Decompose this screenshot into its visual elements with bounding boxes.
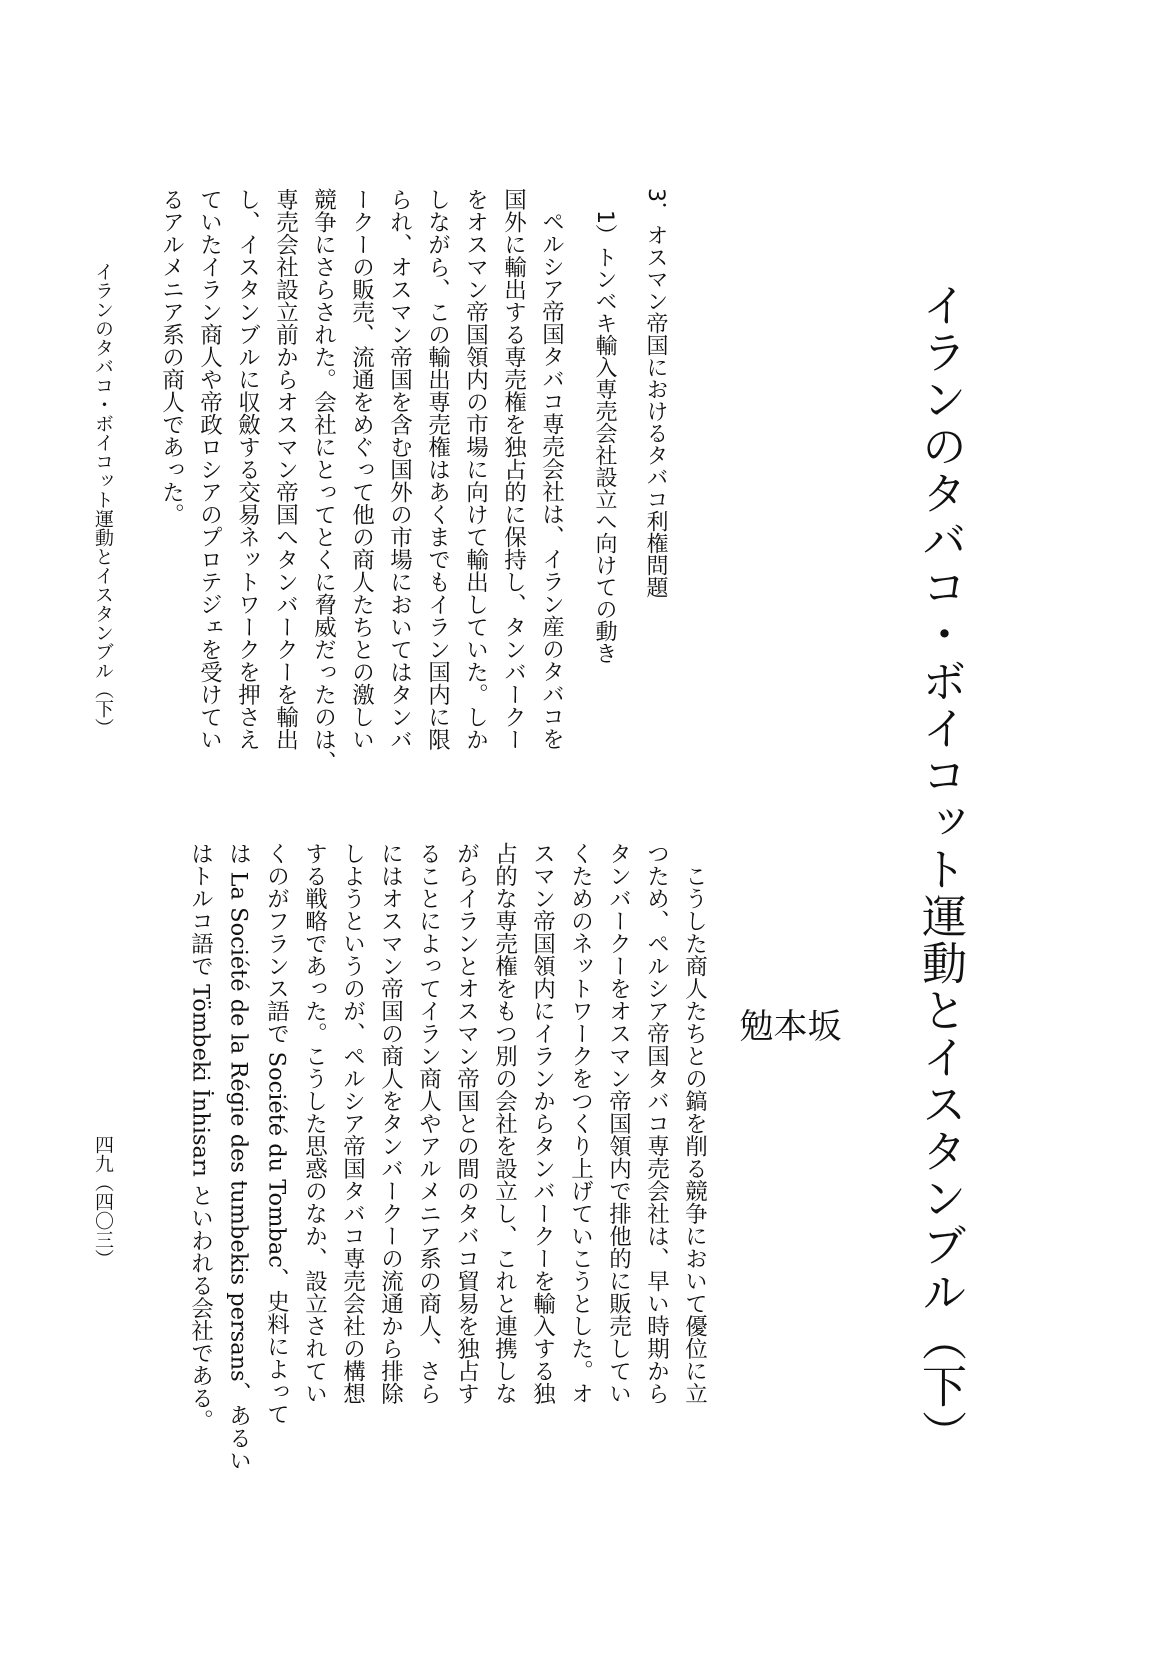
running-title: イランのタバコ・ボイコット運動とイスタンブル（下） bbox=[92, 262, 114, 737]
author-name bbox=[733, 1008, 841, 1308]
lower-line-6: 占的な専売権をもつ別の会社を設立し、これと連携しな bbox=[491, 842, 518, 1405]
lower-line-14: はトルコ語で Tömbeki İnhisarı といわれる会社である。 bbox=[187, 842, 214, 1432]
lower-line-12: くのがフランス語で Société du Tombac、史料によって bbox=[263, 842, 290, 1426]
upper-line-6: ークーの販売、流通をめぐって他の商人たちとの激しい bbox=[348, 188, 375, 751]
upper-line-4: しながら、この輸出専売権はあくまでもイラン国内に限 bbox=[424, 188, 451, 751]
upper-line-2: 国外に輸出する専売権を独占的に保持し、タンバークー bbox=[500, 188, 527, 751]
lower-line-7: がらイランとオスマン帝国との間のタバコ貿易を独占す bbox=[453, 842, 480, 1405]
lower-line-4: くためのネットワークをつくり上げていこうとした。オ bbox=[567, 842, 594, 1405]
lower-line-3: タンバークーをオスマン帝国領内で排他的に販売してい bbox=[605, 842, 632, 1405]
lower-line-13: は La Société de la Régie des tumbekis persans、あるい bbox=[225, 842, 252, 1472]
author-char-2: 本 bbox=[767, 1008, 807, 1042]
upper-line-9: し、イスタンブルに収斂する交易ネットワークを押さえ bbox=[234, 188, 261, 751]
lower-line-8: ることによってイラン商人やアルメニア系の商人、さら bbox=[415, 842, 442, 1405]
subsection-heading: 1）トンベキ輸入専売会社設立へ向けての動き bbox=[592, 210, 617, 664]
lower-line-11: する戦略であった。こうした思惑のなか、設立されてい bbox=[301, 842, 328, 1405]
author-char-1: 坂 bbox=[801, 1008, 841, 1042]
lower-line-9: にはオスマン帝国の商人をタンバークーの流通から排除 bbox=[377, 842, 404, 1405]
upper-line-1: ペルシア帝国タバコ専売会社は、イラン産のタバコを bbox=[538, 210, 565, 750]
section-heading: 3．オスマン帝国におけるタバコ利権問題 bbox=[643, 188, 668, 598]
upper-line-10: ていたイラン商人や帝政ロシアのプロテジェを受けてい bbox=[196, 188, 223, 751]
author-char-3: 勉 bbox=[733, 1008, 773, 1042]
upper-line-3: をオスマン帝国領内の市場に向けて輸出していた。しか bbox=[462, 188, 489, 751]
upper-line-11: るアルメニア系の商人であった。 bbox=[158, 188, 185, 526]
lower-line-1: こうした商人たちとの鎬を削る競争において優位に立 bbox=[681, 842, 708, 1405]
upper-line-7: 競争にさらされた。会社にとってとくに脅威だったのは、 bbox=[310, 188, 337, 773]
lower-line-2: つため、ペルシア帝国タバコ専売会社は、早い時期から bbox=[643, 842, 670, 1405]
lower-line-5: スマン帝国領内にイランからタンバークーを輸入する独 bbox=[529, 842, 556, 1405]
upper-line-8: 専売会社設立前からオスマン帝国へタンバークーを輸出 bbox=[272, 188, 299, 751]
page-folio: 四九（四〇三） bbox=[92, 1135, 114, 1268]
article-title: イランのタバコ・ボイコット運動とイスタンブル（下） bbox=[914, 282, 967, 1457]
upper-line-5: られ、オスマン帝国を含む国外の市場においてはタンバ bbox=[386, 188, 413, 751]
lower-line-10: しようというのが、ペルシア帝国タバコ専売会社の構想 bbox=[339, 842, 366, 1405]
